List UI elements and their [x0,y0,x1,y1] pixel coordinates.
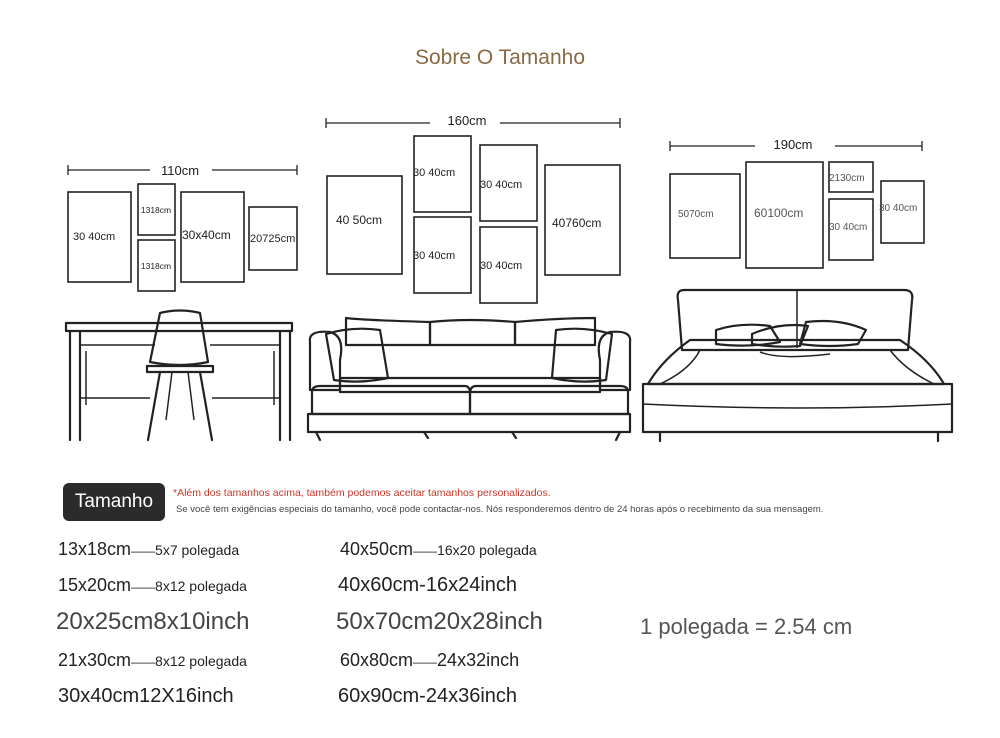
size-row [338,574,517,597]
size-separator: —— [131,544,156,558]
size-inch: 8x12 polegada [155,578,247,594]
size-row [58,539,239,560]
frame-group-3 [670,162,924,268]
frame-label: 20725cm [250,233,296,245]
frame-label: 30 40cm [73,231,116,243]
size-separator: - [419,685,426,707]
size-cm: 13x18cm [58,539,132,559]
contact-note: Se você tem exigências especiais do tamanho, você pode contactar-nos. Nós responderemos dentro de 24 horas após o recebimento da sua mensagem. [176,504,824,515]
size-cm: 30x40cm [58,685,140,707]
page-title: Sobre O Tamanho [414,46,586,69]
width-label-1: 110cm [160,163,200,178]
size-cm: 20x25cm [56,608,154,635]
size-row [336,608,543,636]
size-separator: - [419,574,426,596]
frame-label: 60100cm [754,206,804,220]
dimension-line-group-2 [326,113,620,128]
frame-label: 30 40cm [480,179,523,191]
size-cm: 60x80cm [340,650,414,670]
size-cm: 21x30cm [58,650,132,670]
bed-illustration [643,290,952,441]
width-label-3: 190cm [773,137,813,152]
frame-label: 30 40cm [480,260,523,272]
size-inch: 16x24inch [425,574,518,596]
size-cm: 60x90cm [338,685,420,707]
size-separator: —— [131,580,156,594]
frame-label: 30 40cm [829,222,868,233]
size-separator: —— [413,655,438,669]
size-row [340,650,519,671]
frame-label: 30 40cm [413,250,456,262]
frame-label: 1318cm [140,205,172,215]
frame-label: 2130cm [829,173,865,184]
size-row [58,650,247,671]
size-inch: 12X16inch [139,685,234,707]
custom-size-note: *Além dos tamanhos acima, também podemos aceitar tamanhos personalizados. [173,487,551,499]
dimension-line-group-3 [670,137,922,152]
size-inch: 8x12 polegada [155,653,247,669]
conversion-text: 1 polegada = 2.54 cm [640,614,853,639]
frame-group-2 [327,136,620,303]
frame-label: 40760cm [552,216,602,230]
size-row [56,608,249,636]
sofa-illustration [308,318,630,440]
frame-label: 1318cm [140,261,172,271]
size-cm: 40x60cm [338,574,420,596]
size-inch: 16x20 polegada [437,542,537,558]
frame-label: 5070cm [678,209,714,220]
size-inch: 24x36inch [425,685,518,707]
width-label-2: 160cm [447,113,487,128]
frame-label: 30 40cm [413,167,456,179]
frame-label: 30 40cm [879,203,918,214]
size-cm: 40x50cm [340,539,414,559]
size-inch: 20x28inch [433,608,543,635]
size-cm: 15x20cm [58,575,132,595]
size-row [58,575,247,596]
size-separator: —— [413,544,438,558]
size-inch: 5x7 polegada [155,542,240,558]
frame-label: 40 50cm [336,213,383,227]
size-separator: —— [131,655,156,669]
size-badge: Tamanho [63,483,165,521]
size-inch: 8x10inch [153,608,250,635]
inch-conversion [640,614,852,640]
frame-group-1 [68,184,297,291]
size-row [338,685,517,708]
dimension-line-group-1 [68,163,297,178]
size-row [340,539,537,560]
size-row [58,685,234,708]
frame-label: 30x40cm [182,228,231,242]
size-inch: 24x32inch [437,650,520,670]
desk-illustration [66,311,292,441]
size-cm: 50x70cm [336,608,434,635]
